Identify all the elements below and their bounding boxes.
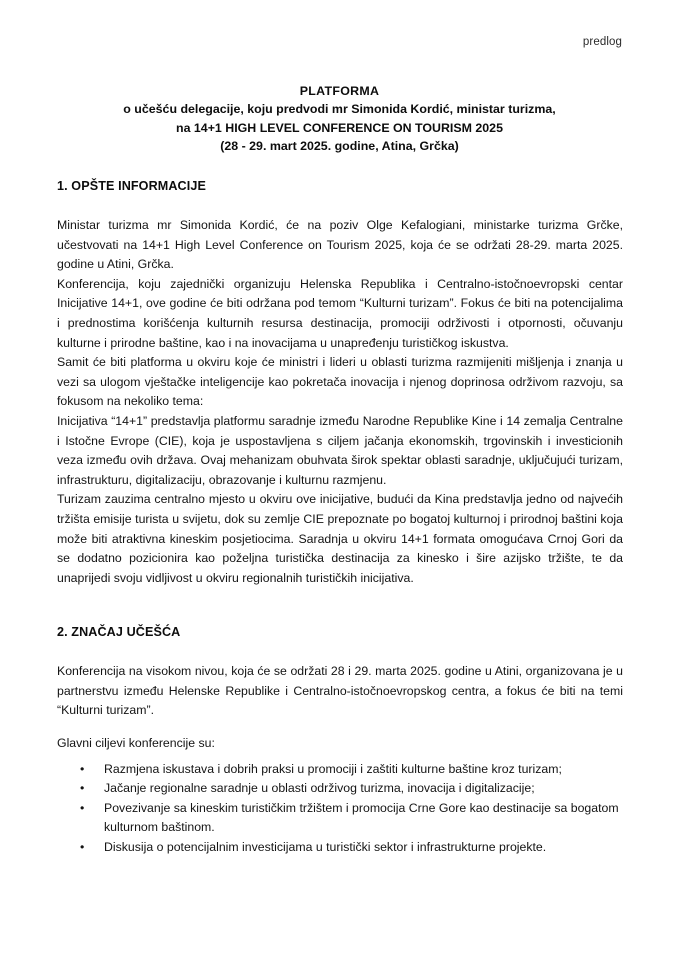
title-line-platforma: PLATFORMA xyxy=(299,84,380,98)
list-intro-goals: Glavni ciljevi konferencije su: xyxy=(57,736,215,751)
paragraph-initiative-14plus1: Inicijativa “14+1” predstavlja platformu saradnje između Narodne Republike Kine i 14 zemalja Centralne i Istočne Evrope (CIE), koja je uspostavljena s ciljem jačanja ekonomskih, trgovinskih i investicionih veza između ovih država. Ovaj mehanizam obuhvata širok spektar oblasti saradnje, uključujući turizam, infrastrukturu, digitalizaciju, obrazovanje i kulturnu razmjenu. xyxy=(57,413,623,487)
title-line-date-location: (28 - 29. mart 2025. godine, Atina, Grčka) xyxy=(220,139,459,154)
bullet-icon: • xyxy=(80,800,85,815)
bullet-icon: • xyxy=(80,761,85,776)
spacer xyxy=(57,194,623,216)
paragraph-conference-organizers: Konferencija, koju zajednički organizuju Helenska Republika i Centralno-istočnoevropski centar Inicijative 14+1, ove godine će biti održana pod temom “Kulturni turizam”. Fokus će biti na potencijalima i prednostima korišćenja kulturnih resursa destinacija, promociji održivosti i otpornosti, očuvanju kulturne i prirodne baštine, kao i na inovacijama u unapređenju turističkog iskustva. xyxy=(57,276,623,350)
list-item-label: Jačanje regionalne saradnje u oblasti održivog turizma, inovacija i digitalizacije; xyxy=(104,781,535,796)
document-body xyxy=(57,178,623,858)
list-item xyxy=(57,838,623,858)
paragraph-summit-platform: Samit će biti platforma u okviru koje će ministri i lideri u oblasti turizma razmijeniti mišljenja i znanja u vezi sa ulogom vještačke inteligencije kao pokretača inovacija i njenog doprinosa održivom razvoju, sa fokusom na nekoliko tema: xyxy=(57,355,623,409)
paragraph-tourism-central-role: Turizam zauzima centralno mjesto u okviru ove inicijative, budući da Kina predstavlja jedno od najvećih tržišta emisije turista u svijetu, dok su zemlje CIE prepoznate po bogatoj kulturnoj i prirodnoj baštini koja može biti atraktivna kineskim posjetiocima. Saradnja u okviru 14+1 formata omogućava Crnoj Gori da se dodatno pozicionira kao poželjna turistička destinacija za kinesko i šire azijsko tržište, te da unaprijedi svoju vidljivost u okviru regionalnih turističkih inicijativa. xyxy=(57,492,623,585)
document-title-block xyxy=(57,82,622,156)
bullet-icon: • xyxy=(80,781,85,796)
list-item-label: Razmjena iskustava i dobrih praksi u promociji i zaštiti kulturne baštine kroz turizam; xyxy=(104,761,562,776)
list-item-label: Diskusija o potencijalnim investicijama u turistički sektor i infrastrukturne projekte. xyxy=(104,840,547,855)
list-item xyxy=(57,799,623,838)
list-item xyxy=(57,760,623,780)
title-line-subtitle: o učešću delegacije, koju predvodi mr Simonida Kordić, ministar turizma, xyxy=(123,102,556,117)
title-line-conference: na 14+1 HIGH LEVEL CONFERENCE ON TOURISM 2025 xyxy=(176,120,503,135)
section-heading-znacaj-ucesca: 2. ZNAČAJ UČEŠĆA xyxy=(57,625,181,640)
list-item xyxy=(57,779,623,799)
bullet-icon: • xyxy=(80,840,85,855)
goals-list xyxy=(57,760,623,858)
spacer xyxy=(57,640,623,662)
header-note: predlog xyxy=(582,36,622,48)
list-item-label: Povezivanje sa kineskim turističkim tržištem i promocija Crne Gore kao destinacije sa bogatom kulturnom baštinom. xyxy=(104,800,619,835)
section-heading-opste-informacije: 1. OPŠTE INFORMACIJE xyxy=(57,179,206,193)
paragraph-high-level-conference: Konferencija na visokom nivou, koja će se održati 28 i 29. marta 2025. godine u Atini, organizovana je u partnerstvu između Helenske Republike i Centralno-istočnoevropskog centra, a fokus će biti na temi “Kulturni turizam”. xyxy=(57,664,623,718)
spacer xyxy=(57,721,623,734)
spacer xyxy=(57,588,623,624)
paragraph-minister-attendance: Ministar turizma mr Simonida Kordić, će na poziv Olge Kefalogiani, ministarke turizma Grčke, učestvovati na 14+1 High Level Conference on Tourism 2025, koja će se održati 28-29. marta 2025. godine u Atini, Grčka. xyxy=(57,218,623,272)
